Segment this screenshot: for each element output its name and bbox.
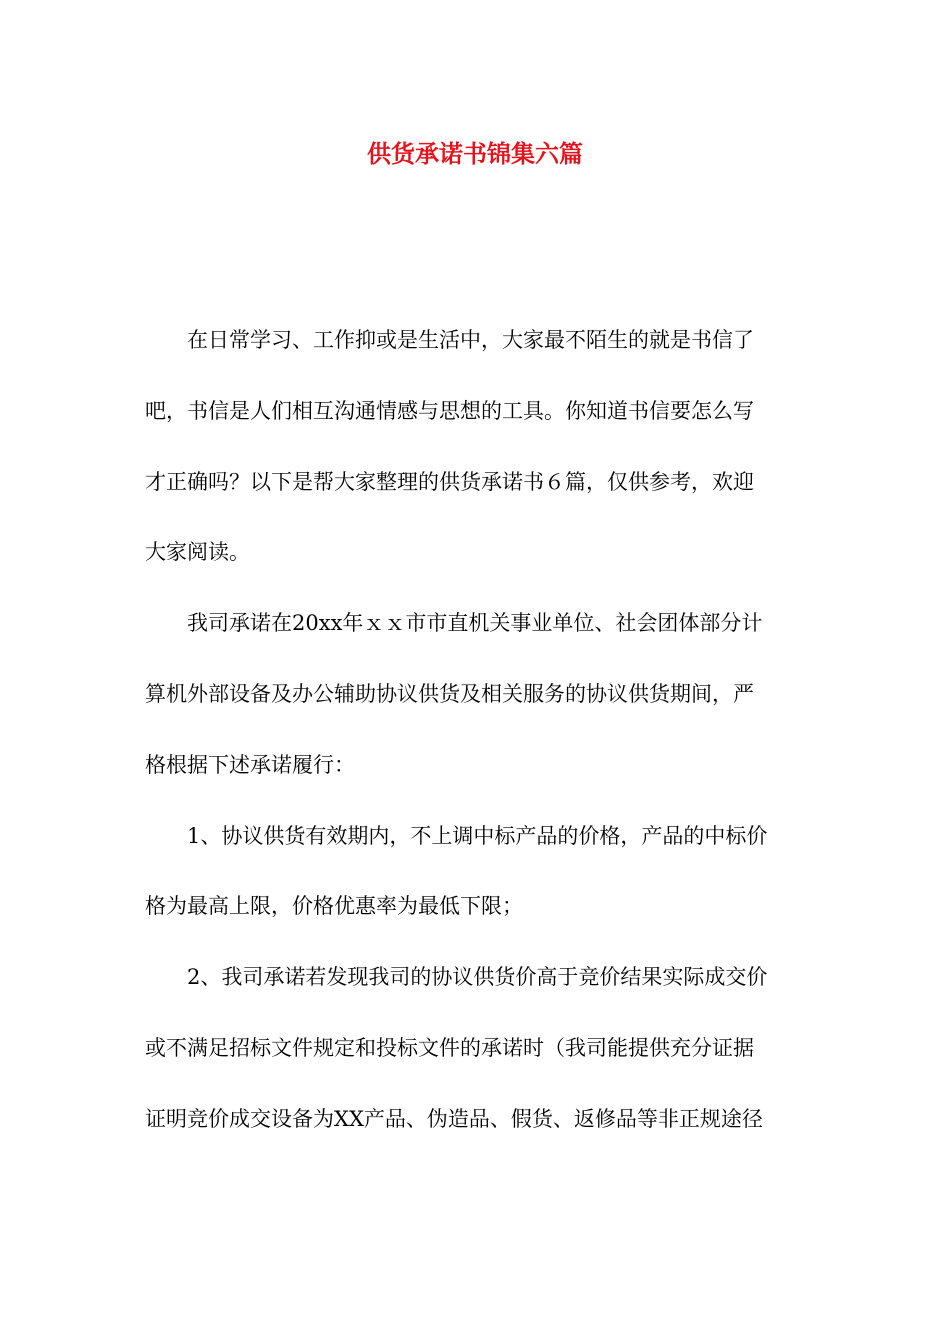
paragraph-line: 吧，书信是人们相互沟通情感与思想的工具。你知道书信要怎么写 [145, 398, 754, 423]
paragraph-line: 大家阅读。 [145, 540, 250, 565]
paragraph-line: 算机外部设备及办公辅助协议供货及相关服务的协议供货期间，严 [145, 681, 754, 706]
paragraph-line: 2、我司承诺若发现我司的协议供货价高于竞价结果实际成交价 [187, 965, 768, 990]
paragraph-line: 1、协议供货有效期内，不上调中标产品的价格，产品的中标价 [187, 823, 768, 848]
paragraph-line: 在日常学习、工作抑或是生活中，大家最不陌生的就是书信了 [187, 328, 754, 352]
paragraph-line: 证明竞价成交设备为XX产品、伪造品、假货、返修品等非正规途径 [145, 1106, 763, 1131]
document-title: 供货承诺书锦集六篇 [367, 139, 583, 168]
paragraph-line: 格为最高上限，价格优惠率为最低下限； [145, 894, 523, 919]
document-body [145, 318, 805, 1168]
paragraph-line: 或不满足招标文件规定和投标文件的承诺时（我司能提供充分证据 [145, 1035, 754, 1060]
paragraph-line: 才正确吗？以下是帮大家整理的供货承诺书６篇，仅供参考，欢迎 [145, 469, 754, 494]
paragraph-line: 格根据下述承诺履行： [145, 752, 355, 777]
paragraph-line: 我司承诺在20xx年ｘｘ市市直机关事业单位、社会团体部分计 [187, 611, 763, 636]
